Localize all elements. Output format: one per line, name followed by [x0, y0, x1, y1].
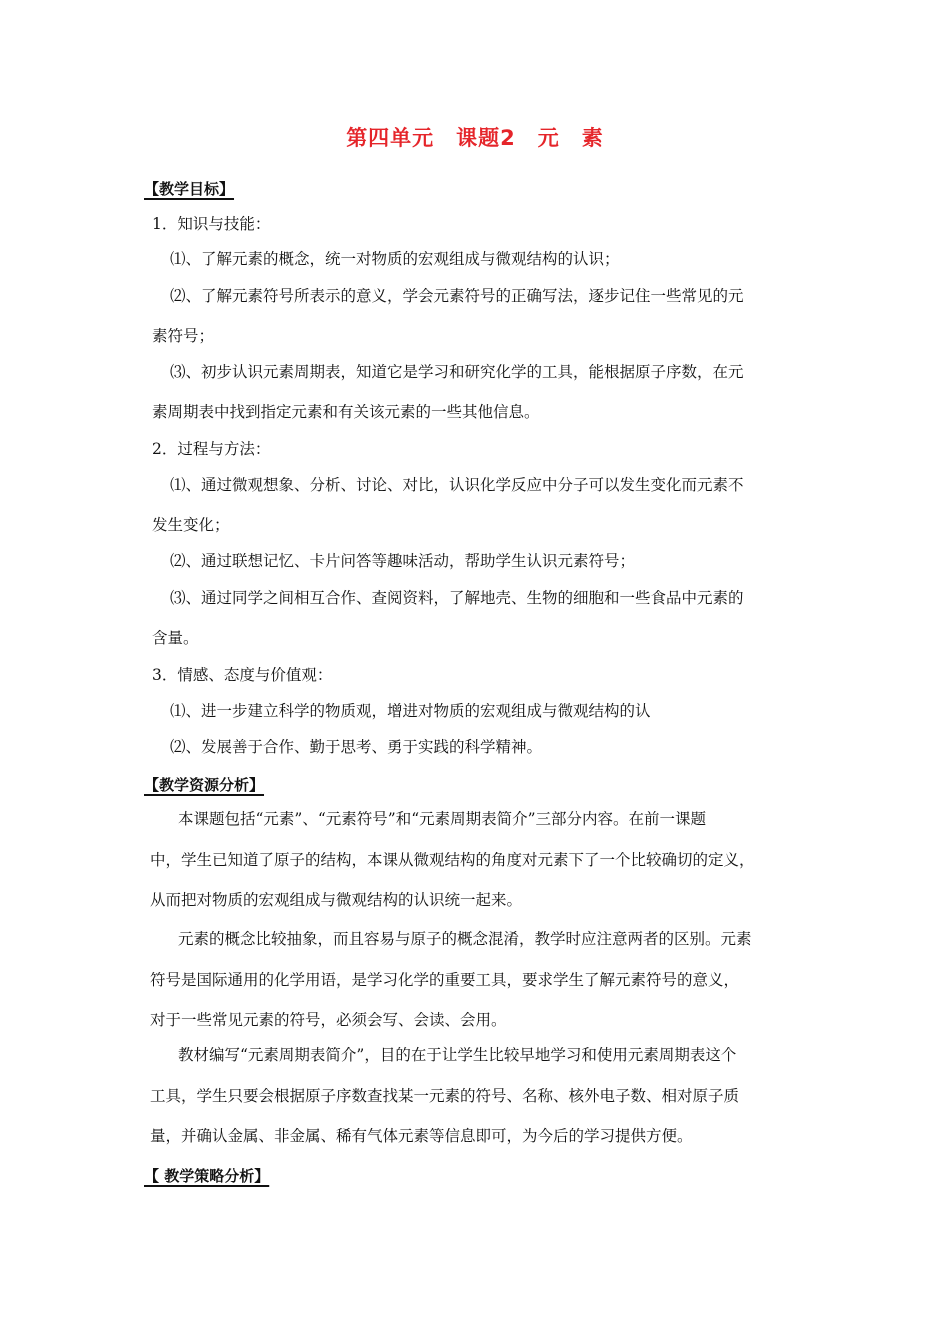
goal-item-2-3: ⑶、通过同学之间相互合作、查阅资料，了解地壳、生物的细胞和一些食品中元素的 — [170, 589, 744, 607]
goal-item-3-2: ⑵、发展善于合作、勤于思考、勇于实践的科学精神。 — [170, 738, 543, 756]
resource-paragraph-1-line-2: 中，学生已知道了原子的结构，本课从微观结构的角度对元素下了一个比较确切的定义， — [150, 851, 755, 869]
resource-paragraph-2-line-3: 对于一些常见元素的符号，必须会写、会读、会用。 — [150, 1011, 507, 1029]
goal-item-2-2: ⑵、通过联想记忆、卡片问答等趣味活动，帮助学生认识元素符号； — [170, 552, 636, 570]
resource-paragraph-3-line-2: 工具，学生只要会根据原子序数查找某一元素的符号、名称、核外电子数、相对原子质 — [150, 1087, 740, 1105]
section-heading-goals: 【教学目标】 — [144, 180, 235, 198]
goal-item-2-3-cont: 含量。 — [152, 629, 199, 647]
goal-item-2-1-cont: 发生变化； — [152, 516, 230, 534]
section-heading-resources: 【教学资源分析】 — [144, 776, 265, 794]
goal-item-1: 1．知识与技能： — [152, 215, 271, 233]
resource-paragraph-3-line-1: 教材编写“元素周期表简介”，目的在于让学生比较早地学习和使用元素周期表这个 — [178, 1046, 737, 1064]
resource-paragraph-1-line-1: 本课题包括“元素”、“元素符号”和“元素周期表简介”三部分内容。在前一课题 — [178, 810, 707, 828]
goal-item-2: 2．过程与方法： — [152, 440, 271, 458]
resource-paragraph-2-line-1: 元素的概念比较抽象，而且容易与原子的概念混淆，教学时应注意两者的区别。元素 — [178, 930, 752, 948]
goal-item-3-1: ⑴、进一步建立科学的物质观，增进对物质的宏观组成与微观结构的认 — [170, 702, 651, 720]
resource-paragraph-1-line-3: 从而把对物质的宏观组成与微观结构的认识统一起来。 — [150, 891, 523, 909]
goal-item-1-2-cont: 素符号； — [152, 327, 215, 345]
resource-paragraph-2-line-2: 符号是国际通用的化学用语，是学习化学的重要工具，要求学生了解元素符号的意义， — [150, 971, 740, 989]
section-heading-strategy: 【 教学策略分析】 — [144, 1167, 270, 1185]
goal-item-1-1: ⑴、了解元素的概念，统一对物质的宏观组成与微观结构的认识； — [170, 250, 620, 268]
goal-item-1-3: ⑶、初步认识元素周期表，知道它是学习和研究化学的工具，能根据原子序数，在元 — [170, 363, 744, 381]
page-title: 第四单元 课题2 元 素 — [346, 126, 604, 150]
goal-item-3: 3．情感、态度与价值观： — [152, 666, 333, 684]
goal-item-1-3-cont: 素周期表中找到指定元素和有关该元素的一些其他信息。 — [152, 403, 540, 421]
goal-item-2-1: ⑴、通过微观想象、分析、讨论、对比，认识化学反应中分子可以发生变化而元素不 — [170, 476, 744, 494]
resource-paragraph-3-line-3: 量，并确认金属、非金属、稀有气体元素等信息即可，为今后的学习提供方便。 — [150, 1127, 693, 1145]
goal-item-1-2: ⑵、了解元素符号所表示的意义，学会元素符号的正确写法，逐步记住一些常见的元 — [170, 287, 744, 305]
